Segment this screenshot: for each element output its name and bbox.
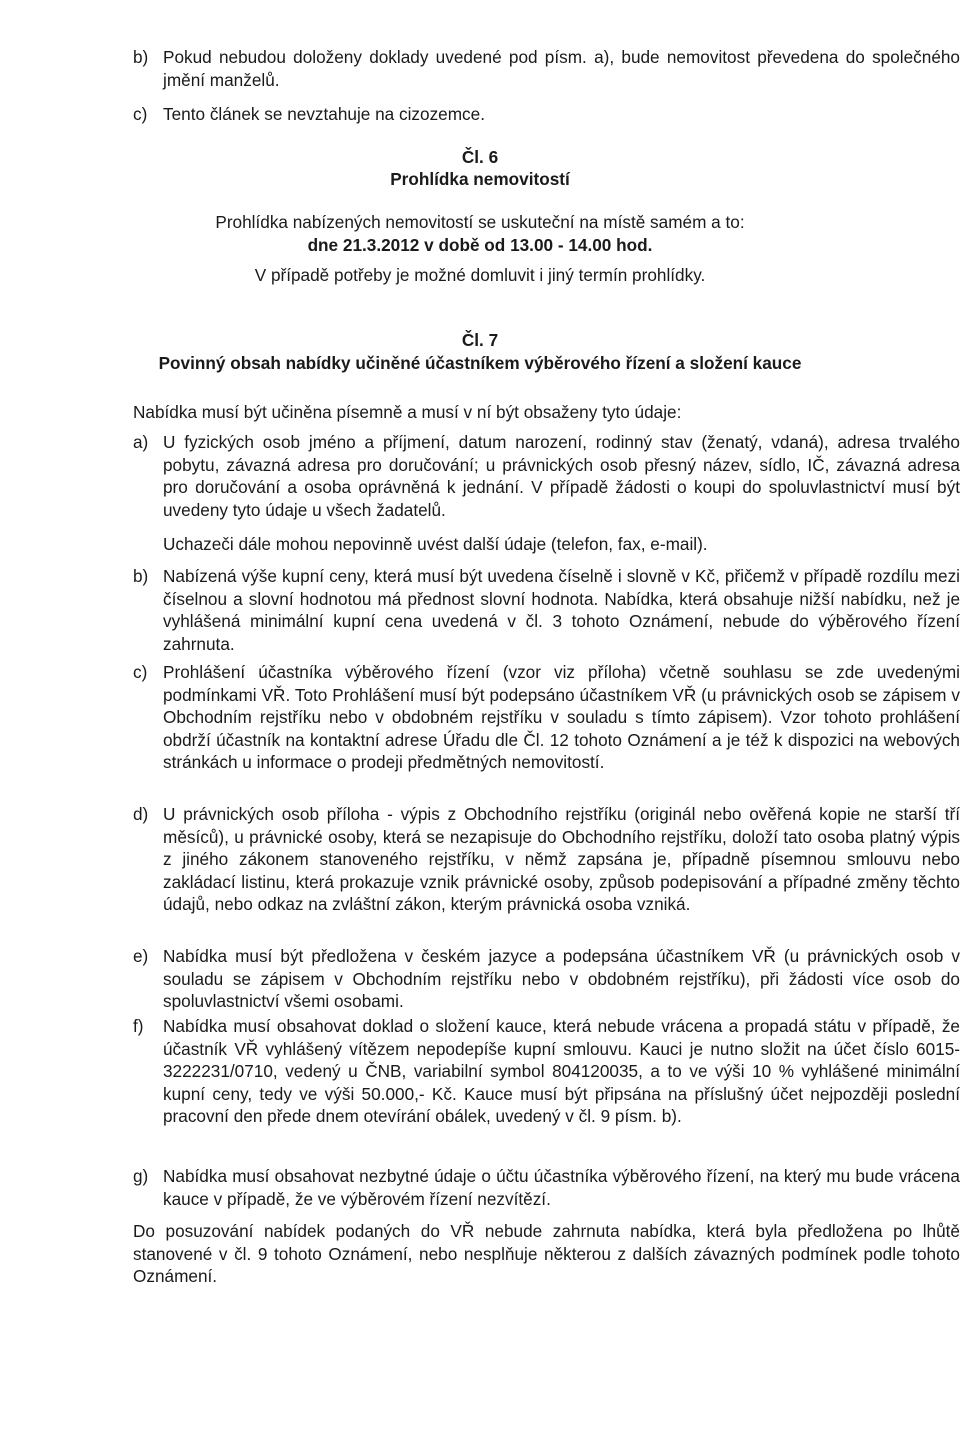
article7-item-a-extra [133, 533, 960, 556]
article7-item-a [133, 431, 960, 521]
top-item-c [133, 103, 960, 126]
item-extra-text: Uchazeči dále mohou nepovinně uvést další údaje (telefon, fax, e-mail). [163, 534, 708, 554]
item-label: e) [133, 946, 149, 966]
item-text: Nabídka musí obsahovat nezbytné údaje o účtu účastníka výběrového řízení, na který mu bude vrácena kauce v případě, že ve výběrovém řízení nezvítězí. [163, 1166, 960, 1209]
item-label: g) [133, 1166, 149, 1186]
item-text: Pokud nebudou doloženy doklady uvedené pod písm. a), bude nemovitost převedena do společného jmění manželů. [163, 47, 960, 90]
article7-heading: Povinný obsah nabídky učiněné účastníkem výběrového řízení a složení kauce [158, 353, 802, 373]
article6-line1: Prohlídka nabízených nemovitostí se uskuteční na místě samém a to: [215, 212, 745, 232]
article7-intro: Nabídka musí být učiněna písemně a musí v ní být obsaženy tyto údaje: [133, 402, 682, 422]
article6-line2: dne 21.3.2012 v době od 13.00 - 14.00 hod. [307, 235, 653, 255]
item-label: d) [133, 804, 149, 824]
item-text: Nabízená výše kupní ceny, která musí být uvedena číselně i slovně v Kč, přičemž v případě rozdílu mezi číselnou a slovní hodnotou má přednost slovní hodnota. Nabídka, která obsahuje nižší nabídku, než je vyhlášená minimální kupní cena uvedená v čl. 3 tohoto Oznámení, nebude do výběrového řízení zahrnuta. [163, 566, 960, 654]
item-label: f) [133, 1016, 144, 1036]
item-label: c) [133, 104, 148, 124]
article7-number: Čl. 7 [461, 330, 499, 350]
item-text: Tento článek se nevztahuje na cizozemce. [163, 104, 485, 124]
article7-item-d [133, 803, 960, 916]
item-label: c) [133, 662, 148, 682]
item-label: b) [133, 566, 149, 586]
article6-number: Čl. 6 [461, 147, 499, 167]
article7-item-c [133, 661, 960, 774]
article7-item-f [133, 1015, 960, 1128]
article7-closing: Do posuzování nabídek podaných do VŘ nebude zahrnuta nabídka, která byla předložena po lhůtě stanovené v čl. 9 tohoto Oznámení, nebo nesplňuje některou z dalších závazných podmínek podle tohoto Oznámení. [133, 1221, 960, 1286]
article7-item-b [133, 565, 960, 655]
item-text: Nabídka musí obsahovat doklad o složení kauce, která nebude vrácena a propadá státu v případě, že účastník VŘ vyhlášený vítězem nepodepíše kupní smlouvu. Kauci je nutno složit na účet číslo 6015-3222231/0710, vedený u ČNB, variabilní symbol 804120035, a to ve výši 10 % vyhlášené minimální kupní ceny, tedy ve výši 50.000,- Kč. Kauce musí být připsána na příslušný účet nejpozději poslední pracovní den přede dnem otevírání obálek, uvedený v čl. 9 písm. b). [163, 1016, 960, 1126]
item-label: b) [133, 47, 149, 67]
article6-heading: Prohlídka nemovitostí [390, 169, 570, 189]
article7-item-e [133, 945, 960, 1013]
item-text: Nabídka musí být předložena v českém jazyce a podepsána účastníkem VŘ (u právnických osob v souladu se zápisem v Obchodním rejstříku nebo v obdobném rejstříku), při žádosti více osob do spoluvlastnictví všemi osobami. [163, 946, 960, 1011]
top-item-b [133, 46, 960, 91]
item-label: a) [133, 432, 149, 452]
item-text: U právnických osob příloha - výpis z Obchodního rejstříku (originál nebo ověřená kopie ne starší tří měsíců), u právnické osoby, která se nezapisuje do Obchodního rejstříku, doloží tato osoba platný výpis z jiného zákonem stanoveného rejstříku, v němž zapsána je, případně písemnou smlouvu nebo zakládací listinu, která prokazuje vznik právnické osoby, způsob podepisování a případné změny těchto údajů, nebo odkaz na zvláštní zákon, kterým právnická osoba vzniká. [163, 804, 960, 914]
item-text: U fyzických osob jméno a příjmení, datum narození, rodinný stav (ženatý, vdaná), adresa trvalého pobytu, závazná adresa pro doručování; u právnických osob přesný název, sídlo, IČ, závazná adresa pro doručování a osoba oprávněná k jednání. V případě žádosti o koupi do spoluvlastnictví musí být uvedeny tyto údaje u všech žadatelů. [163, 432, 960, 520]
article6-line3: V případě potřeby je možné domluvit i jiný termín prohlídky. [254, 265, 706, 285]
article7-item-g [133, 1165, 960, 1210]
item-text: Prohlášení účastníka výběrového řízení (vzor viz příloha) včetně souhlasu se zde uvedenými podmínkami VŘ. Toto Prohlášení musí být podepsáno účastníkem VŘ (u právnických osob se zápisem v Obchodním rejstříku nebo v obdobném rejstříku v souladu s tímto zápisem). Vzor tohoto prohlášení obdrží účastník na kontaktní adrese Úřadu dle Čl. 12 tohoto Oznámení a je též k dispozici na webových stránkách u informace o prodeji předmětných nemovitostí. [163, 662, 960, 772]
